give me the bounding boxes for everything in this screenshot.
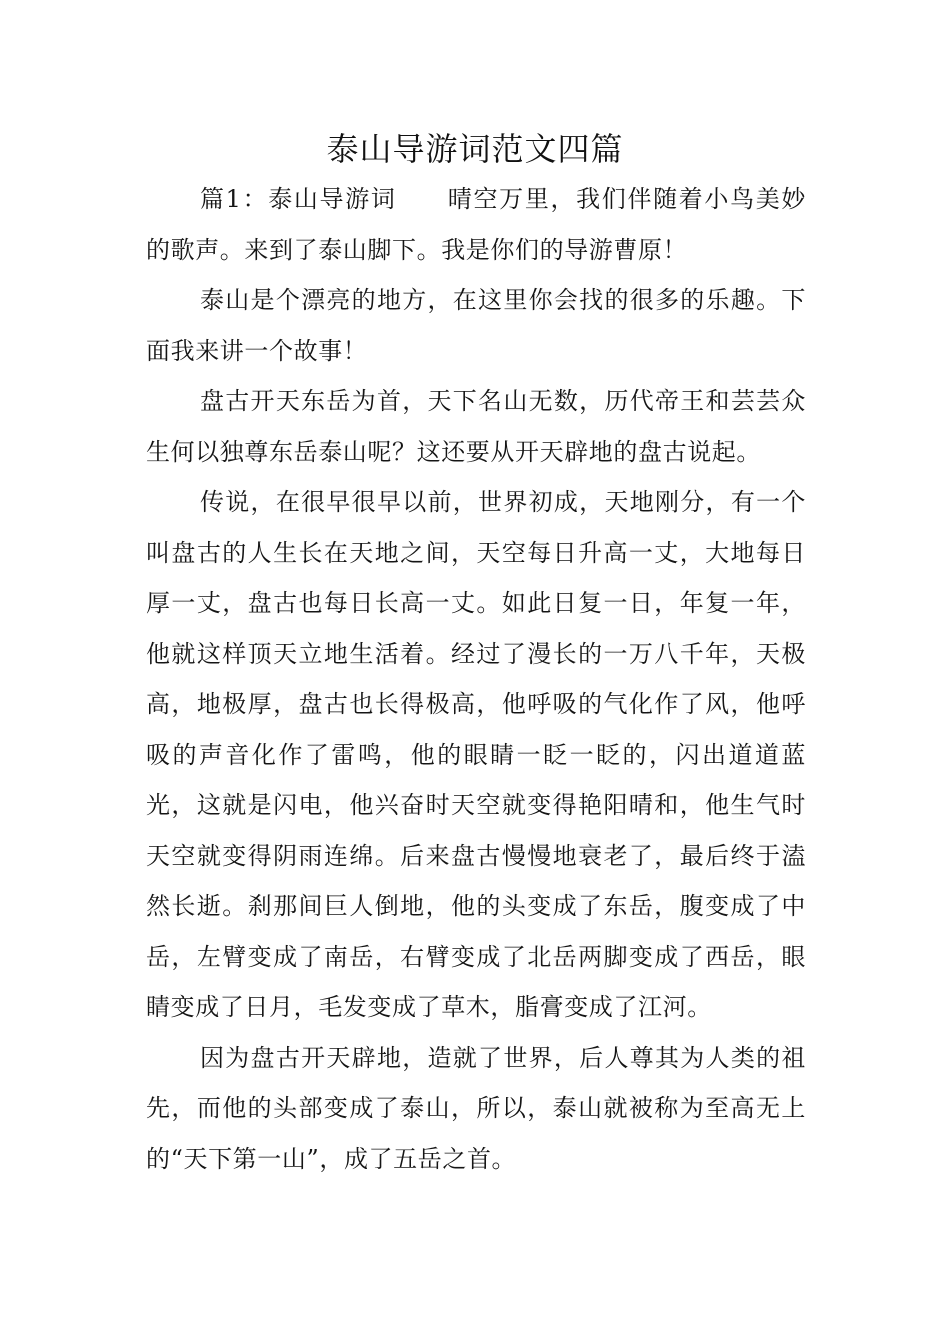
- paragraph-3: 盘古开天东岳为首，天下名山无数，历代帝王和芸芸众生何以独尊东岳泰山呢？这还要从开天辟地的盘古说起。: [146, 387, 806, 466]
- document-title: 泰山导游词范文四篇: [326, 130, 624, 168]
- paragraph-5: 因为盘古开天辟地，造就了世界，后人尊其为人类的祖先，而他的头部变成了泰山，所以，泰山就被称为至高无上的“天下第一山”，成了五岳之首。: [146, 1043, 806, 1173]
- paragraph-1: 篇1：泰山导游词 晴空万里，我们伴随着小鸟美妙的歌声。来到了泰山脚下。我是你们的导游曹原！: [146, 185, 806, 264]
- paragraph-2: 泰山是个漂亮的地方，在这里你会找的很多的乐趣。下面我来讲一个故事！: [146, 286, 806, 365]
- document-body: [146, 174, 806, 1184]
- paragraph-4: 传说，在很早很早以前，世界初成，天地刚分，有一个叫盘古的人生长在天地之间，天空每日升高一丈，大地每日厚一丈，盘古也每日长高一丈。如此日复一日，年复一年，他就这样顶天立地生活着。经过了漫长的一万八千年，天极高，地极厚，盘古也长得极高，他呼吸的气化作了风，他呼吸的声音化作了雷鸣，他的眼睛一眨一眨的，闪出道道蓝光，这就是闪电，他兴奋时天空就变得艳阳晴和，他生气时天空就变得阴雨连绵。后来盘古慢慢地衰老了，最后终于溘然长逝。刹那间巨人倒地，他的头变成了东岳，腹变成了中岳，左臂变成了南岳，右臂变成了北岳两脚变成了西岳，眼睛变成了日月，毛发变成了草木，脂膏变成了江河。: [146, 488, 806, 1021]
